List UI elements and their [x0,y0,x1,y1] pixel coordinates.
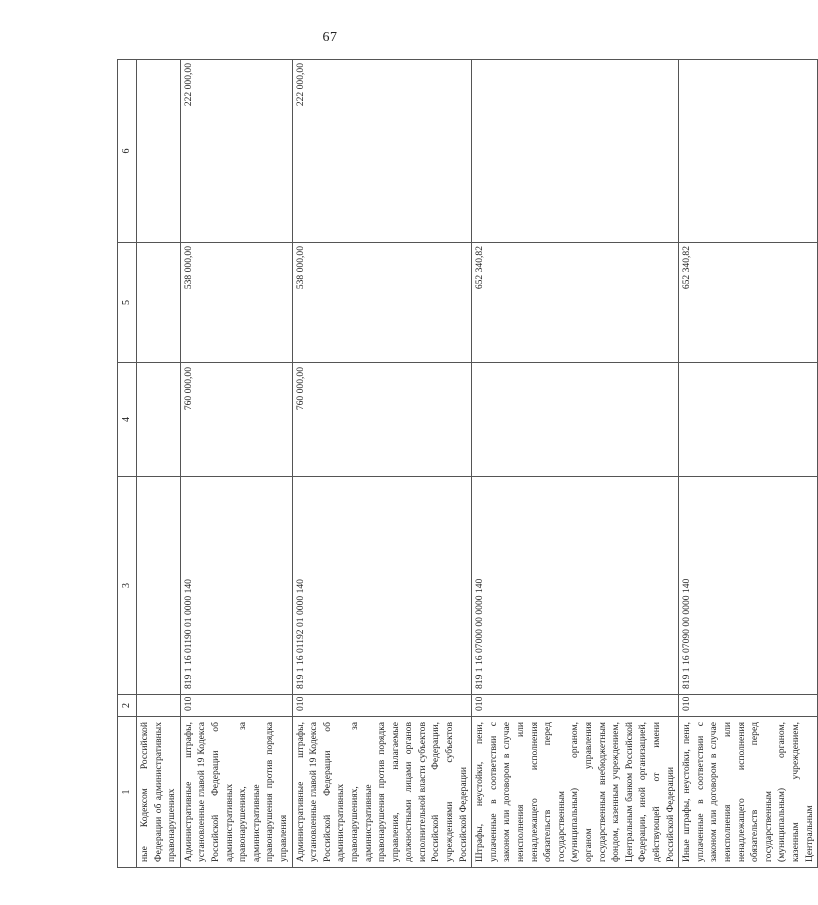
row-description: Штрафы, неустойки, пени, уплаченные в соответствии с законом или договором в случае неисполнения или ненадлежащего исполнения обязательств перед государственным (муниципальным) органом, органом управления государственным внебюджетным фондом, казенным учреждением, Центральным банком Российской Федерации, иной организацией, действующей от имени Российской Федерации [472,717,679,868]
row-description: Административные штрафы, установленные главой 19 Кодекса Российской Федерации об административных правонарушениях, за административные правонарушения против порядка управления [180,717,292,868]
table-row [472,60,679,868]
row-description: Иные штрафы, неустойки, пени, уплаченные в соответствии с законом или договором в случае неисполнения или ненадлежащего исполнения обязательств перед государственным (муниципальным) органом, казенным учреждением, Центральным [679,717,818,868]
rotated-table-container [117,60,815,868]
row-col5: 652 340,82 [679,243,818,363]
row-col4: 760 000,00 [180,363,292,477]
row-code-a: 010 [180,695,292,717]
table-row [137,60,181,868]
row-code-a: 010 [292,695,472,717]
row-col4 [679,363,818,477]
row-code-b: 819 1 16 01190 01 0000 140 [180,477,292,695]
row-col6: 222 000,00 [180,60,292,243]
row-col4: 760 000,00 [292,363,472,477]
row-code-a: 010 [472,695,679,717]
header-cell: 3 [118,477,137,695]
row-col6 [137,60,181,243]
row-code-b: 819 1 16 07090 00 0000 140 [679,477,818,695]
row-col4 [472,363,679,477]
row-description: Административные штрафы, установленные главой 19 Кодекса Российской Федерации об административных правонарушениях, за административные правонарушения против порядка управления, налагаемые должностными лицами органов исполнительной власти субъектов Российской Федерации, учреждениями субъектов Российской Федерации [292,717,472,868]
row-col4 [137,363,181,477]
row-code-b: 819 1 16 01192 01 0000 140 [292,477,472,695]
table-row [679,60,818,868]
page-number: 67 [322,30,338,45]
row-description: ные Кодексом Российской Федерации об административных правонарушениях [137,717,181,868]
row-col5: 538 000,00 [180,243,292,363]
row-col6: 222 000,00 [292,60,472,243]
row-col6 [679,60,818,243]
row-code-a: 010 [679,695,818,717]
table-row [180,60,292,868]
row-col5: 538 000,00 [292,243,472,363]
header-row [118,60,137,868]
header-cell: 6 [118,60,137,243]
table-row [292,60,472,868]
header-cell: 2 [118,695,137,717]
row-code-a [137,695,181,717]
revenue-table [117,59,818,868]
row-col5 [137,243,181,363]
row-code-b [137,477,181,695]
header-cell: 1 [118,717,137,868]
row-code-b: 819 1 16 07000 00 0000 140 [472,477,679,695]
header-cell: 4 [118,363,137,477]
row-col5: 652 340,82 [472,243,679,363]
header-cell: 5 [118,243,137,363]
row-col6 [472,60,679,243]
